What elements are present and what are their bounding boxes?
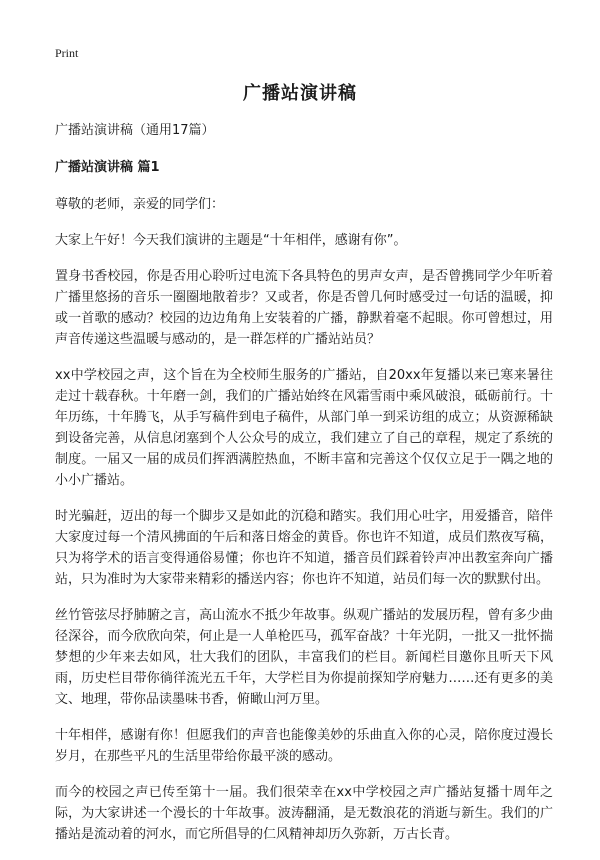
greeting-paragraph: 大家上午好！今天我们演讲的主题是“十年相伴，感谢有你”。 xyxy=(55,233,407,248)
document-subtitle: 广播站演讲稿（通用17篇） xyxy=(55,123,215,138)
print-label: Print xyxy=(55,46,79,60)
body-paragraph: xx中学校园之声，这个旨在为全校师生服务的广播站，自20xx年复播以来已寒来暑往走过十载春秋。十年磨一剑，我们的广播站始终在风霜雪雨中乘风破浪，砥砺前行。十年历练，十年腾飞，从手写稿件到电子稿件，从部门单一到采访组的成立；从资源稀缺到设备完善，从信息闭塞到个人公众号的成立，我们建立了自己的章程，规定了系统的制度。一届又一届的成员们挥洒满腔热血，不断丰富和完善这个仅仅立足于一隅之地的小小广播站。 xyxy=(55,368,553,488)
body-paragraph: 时光骗赶，迈出的每一个脚步又是如此的沉稳和踏实。我们用心吐字，用爱播音，陪伴大家度过每一个清风拂面的午后和落日熔金的黄昏。你也许不知道，成员们熬夜写稿，只为将学术的语言变得通俗易懂；你也许不知道，播音员们踩着铃声冲出教室奔向广播站，只为准时为大家带来精彩的播送内容；你也许不知道，站员们每一次的默默付出。 xyxy=(55,509,553,587)
document-body xyxy=(55,120,553,860)
body-paragraph: 而今的校园之声已传至第十一届。我们很荣幸在xx中学校园之声广播站复播十周年之际，为大家讲述一个漫长的十年故事。波涛翻涌，是无数浪花的消逝与新生。我们的广播站是流动着的河水，而它所倡导的仁风精神却历久弥新，万古长青。 xyxy=(55,785,553,842)
body-paragraph: 丝竹管弦尽抒肺腑之言，高山流水不抵少年故事。纵观广播站的发展历程，曾有多少曲径深谷，而今欣欣向荣，何止是一人单枪匹马，孤军奋战？十年光阴，一批又一批怀揣梦想的少年来去如风，壮大我们的团队，丰富我们的栏目。新闻栏目邀你且听天下风雨，历史栏目带你徜徉流光五千年，大学栏目为你提前探知学府魅力……还有更多的美文、地理，带你品读墨味书香，俯瞰山河万里。 xyxy=(55,608,553,707)
section-heading: 广播站演讲稿 篇1 xyxy=(55,160,160,175)
page-title: 广播站演讲稿 xyxy=(243,83,357,104)
body-paragraph: 置身书香校园，你是否用心聆听过电流下各具特色的男声女声，是否曾携同学少年听着广播里悠扬的音乐一圈圈地散着步？又或者，你是否曾几何时感受过一句话的温暖，抑或一首歌的感动？校园的边边角角上安装着的广播，静默着毫不起眼。你可曾想过，用声音传递这些温暖与感动的，是一群怎样的广播站站员？ xyxy=(55,269,553,347)
body-paragraph: 十年相伴，感谢有你！但愿我们的声音也能像美妙的乐曲直入你的心灵，陪你度过漫长岁月，在那些平凡的生活里带给你最平淡的感动。 xyxy=(55,728,553,764)
salutation-paragraph: 尊敬的老师，亲爱的同学们： xyxy=(55,197,225,212)
